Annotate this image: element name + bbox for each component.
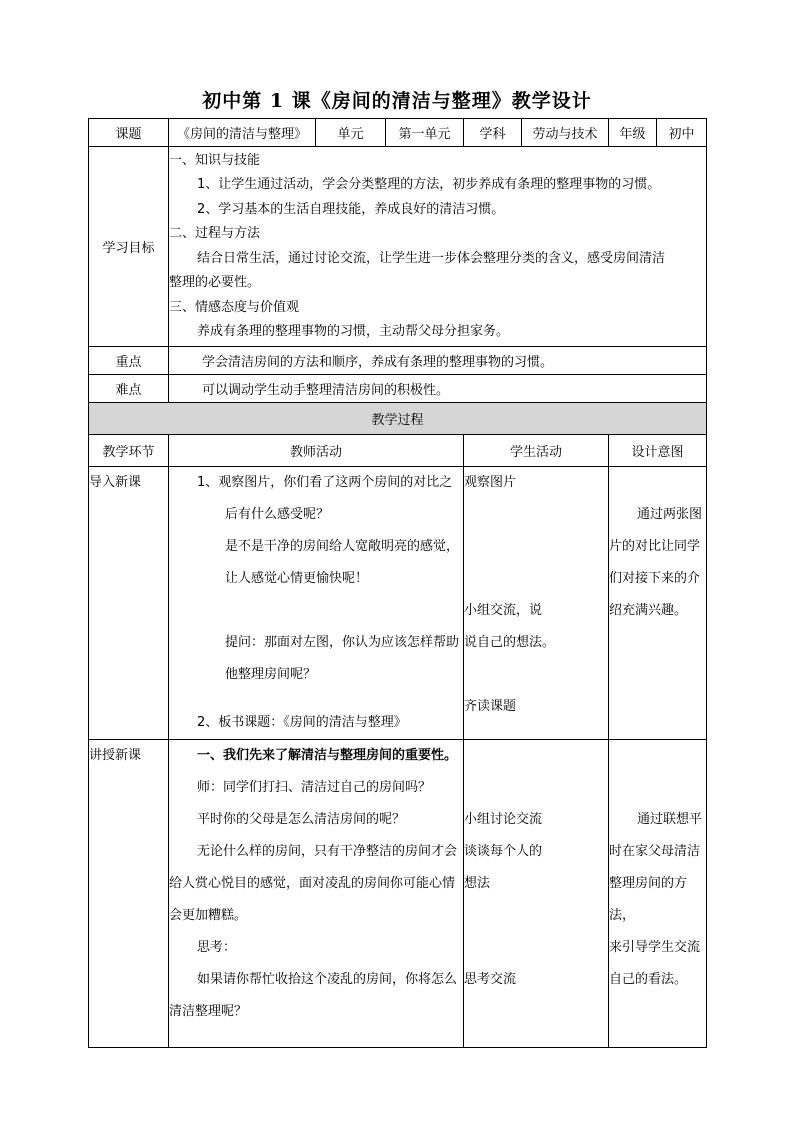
unit-label: 单元 — [316, 119, 386, 147]
student-line: 想法 — [464, 876, 491, 891]
key-point-value: 学会清洁房间的方法和顺序，养成有条理的整理事物的习惯。 — [169, 347, 707, 375]
intent-line: 自己的看法。 — [609, 972, 688, 987]
unit-value: 第一单元 — [386, 119, 464, 147]
intent-line: 绍充满兴趣。 — [609, 603, 688, 618]
intent-line: 片的对比让同学 — [609, 539, 701, 554]
section-lecture-intent — [609, 740, 707, 1048]
subject-label: 学科 — [464, 119, 522, 147]
objective-line: 1、让学生通过活动，学会分类整理的方法，初步养成有条理的整理事物的习惯。 — [197, 177, 661, 192]
intent-line: 通过两张图 — [637, 507, 703, 522]
teacher-line: 1、观察图片，你们看了这两个房间的对比之 — [197, 475, 453, 490]
header-student-activity: 学生活动 — [464, 435, 609, 467]
student-line: 小组交流，说 — [464, 603, 543, 618]
student-line: 小组讨论交流 — [464, 812, 543, 827]
grade-label: 年级 — [609, 119, 657, 147]
section-intro-intent — [609, 467, 707, 740]
student-line: 说自己的想法。 — [464, 635, 556, 650]
key-point-label: 重点 — [89, 347, 169, 375]
subject-value: 劳动与技术 — [522, 119, 609, 147]
teacher-line: 无论什么样的房间，只有干净整洁的房间才会 — [197, 844, 458, 859]
teacher-line: 一、我们先来了解清洁与整理房间的重要性。 — [197, 748, 458, 763]
student-line: 思考交流 — [464, 972, 517, 987]
process-header-row — [89, 435, 707, 467]
teacher-line: 他整理房间呢？ — [225, 667, 317, 682]
section-intro-row — [89, 467, 707, 740]
objectives-row — [89, 147, 707, 347]
intent-line: 整理房间的方法， — [609, 876, 688, 923]
difficulty-label: 难点 — [89, 375, 169, 403]
section-intro-teacher — [169, 467, 464, 740]
difficulty-row — [89, 375, 707, 403]
teacher-line: 会更加糟糕。 — [169, 908, 248, 923]
objectives-content — [169, 147, 707, 347]
objective-line: 结合日常生活，通过讨论交流，让学生进一步体会整理分类的含义，感受房间清洁 — [197, 250, 666, 266]
teacher-line: 是不是干净的房间给人宽敞明亮的感觉， — [225, 539, 460, 554]
header-row — [89, 119, 707, 147]
header-stage: 教学环节 — [89, 435, 169, 467]
intent-line: 们对接下来的介 — [609, 571, 701, 586]
course-label: 课题 — [89, 119, 169, 147]
teacher-line: 让人感觉心情更愉快呢！ — [225, 571, 369, 586]
intent-line: 来引导学生交流 — [609, 940, 701, 955]
student-line: 谈谈每个人的 — [464, 844, 543, 859]
objective-line: 养成有条理的整理事物的习惯，主动帮父母分担家务。 — [197, 324, 510, 339]
teacher-line: 提问：那面对左图，你认为应该怎样帮助 — [225, 635, 460, 650]
section-lecture-row — [89, 740, 707, 1048]
section-lecture-teacher — [169, 740, 464, 1048]
grade-value: 初中 — [657, 119, 707, 147]
section-lecture-student — [464, 740, 609, 1048]
key-point-row — [89, 347, 707, 375]
objectives-label: 学习目标 — [89, 147, 169, 347]
teacher-line: 后有什么感受呢？ — [225, 507, 330, 522]
section-intro-name: 导入新课 — [89, 467, 169, 740]
difficulty-value: 可以调动学生动手整理清洁房间的积极性。 — [169, 375, 707, 403]
section-intro-student — [464, 467, 609, 740]
objective-line: 一、知识与技能 — [169, 152, 261, 168]
teacher-line: 平时你的父母是怎么清洁房间的呢？ — [197, 812, 406, 827]
section-lecture-name: 讲授新课 — [89, 740, 169, 1048]
teacher-line: 如果请你帮忙收拾这个凌乱的房间，你将怎么 — [197, 972, 458, 987]
lesson-plan-table — [88, 118, 707, 1048]
teacher-line: 师：同学们打扫、清洁过自己的房间吗？ — [197, 780, 432, 795]
teacher-line: 清洁整理呢？ — [169, 1004, 248, 1019]
objective-line: 整理的必要性。 — [169, 275, 261, 290]
intent-line: 通过联想平 — [637, 812, 703, 827]
course-value: 《房间的清洁与整理》 — [169, 119, 316, 147]
teacher-line: 给人赏心悦目的感觉，面对凌乱的房间你可能心情 — [169, 876, 456, 891]
intent-line: 时在家父母清洁 — [609, 844, 701, 859]
process-title: 教学过程 — [89, 403, 707, 435]
process-title-row — [89, 403, 707, 435]
header-design-intent: 设计意图 — [609, 435, 707, 467]
student-line: 齐读课题 — [464, 699, 517, 714]
objective-line: 2、学习基本的生活自理技能，养成良好的清洁习惯。 — [197, 201, 505, 217]
objective-line: 二、过程与方法 — [169, 226, 261, 241]
teacher-line: 2、板书课题：《房间的清洁与整理》 — [197, 715, 407, 730]
student-line: 观察图片 — [464, 475, 517, 490]
document-title: 初中第 1 课《房间的清洁与整理》教学设计 — [202, 90, 592, 112]
objective-line: 三、情感态度与价值观 — [169, 299, 300, 315]
teacher-line: 思考： — [197, 940, 237, 955]
header-teacher-activity: 教师活动 — [169, 435, 464, 467]
